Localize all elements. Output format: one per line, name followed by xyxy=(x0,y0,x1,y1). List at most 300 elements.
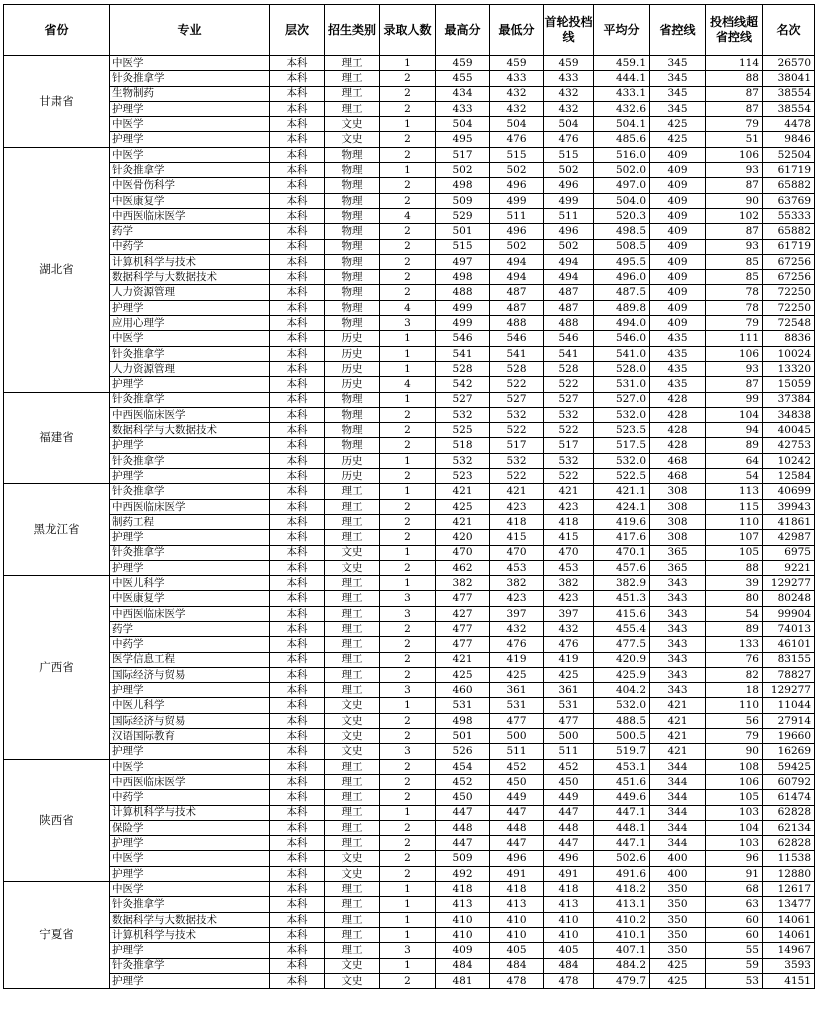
level-cell: 本科 xyxy=(270,132,325,147)
rank-cell: 78827 xyxy=(763,667,815,682)
province-control-line-cell: 425 xyxy=(650,132,706,147)
admitted-count-cell: 3 xyxy=(380,744,436,759)
max-score-cell: 433 xyxy=(436,101,490,116)
first-round-line-cell: 423 xyxy=(544,499,594,514)
table-row xyxy=(4,851,815,866)
over-control-line-cell: 102 xyxy=(706,208,763,223)
rank-cell: 62828 xyxy=(763,836,815,851)
admitted-count-cell: 1 xyxy=(380,163,436,178)
max-score-cell: 418 xyxy=(436,882,490,897)
admitted-count-cell: 2 xyxy=(380,71,436,86)
column-header: 最高分 xyxy=(436,5,490,56)
major-cell: 应用心理学 xyxy=(110,316,270,331)
table-row xyxy=(4,208,815,223)
min-score-cell: 382 xyxy=(490,576,544,591)
rank-cell: 34838 xyxy=(763,407,815,422)
rank-cell: 38041 xyxy=(763,71,815,86)
admitted-count-cell: 1 xyxy=(380,927,436,942)
level-cell: 本科 xyxy=(270,423,325,438)
admitted-count-cell: 2 xyxy=(380,836,436,851)
header-row xyxy=(4,5,815,56)
major-cell: 中医骨伤科学 xyxy=(110,178,270,193)
province-control-line-cell: 344 xyxy=(650,790,706,805)
province-control-line-cell: 308 xyxy=(650,499,706,514)
rank-cell: 42753 xyxy=(763,438,815,453)
over-control-line-cell: 90 xyxy=(706,193,763,208)
province-control-line-cell: 344 xyxy=(650,836,706,851)
column-header: 录取人数 xyxy=(380,5,436,56)
admitted-count-cell: 2 xyxy=(380,224,436,239)
min-score-cell: 522 xyxy=(490,377,544,392)
admitted-count-cell: 4 xyxy=(380,377,436,392)
over-control-line-cell: 107 xyxy=(706,530,763,545)
rank-cell: 9846 xyxy=(763,132,815,147)
level-cell: 本科 xyxy=(270,316,325,331)
over-control-line-cell: 103 xyxy=(706,836,763,851)
table-row xyxy=(4,897,815,912)
admitted-count-cell: 2 xyxy=(380,86,436,101)
province-control-line-cell: 468 xyxy=(650,453,706,468)
table-row xyxy=(4,774,815,789)
rank-cell: 12617 xyxy=(763,882,815,897)
table-row xyxy=(4,101,815,116)
max-score-cell: 410 xyxy=(436,912,490,927)
major-cell: 针灸推拿学 xyxy=(110,453,270,468)
average-score-cell: 487.5 xyxy=(594,285,650,300)
average-score-cell: 459.1 xyxy=(594,56,650,71)
category-cell: 物理 xyxy=(325,285,380,300)
major-cell: 中医学 xyxy=(110,759,270,774)
table-row xyxy=(4,71,815,86)
max-score-cell: 452 xyxy=(436,774,490,789)
province-control-line-cell: 344 xyxy=(650,820,706,835)
average-score-cell: 523.5 xyxy=(594,423,650,438)
province-control-line-cell: 343 xyxy=(650,667,706,682)
min-score-cell: 476 xyxy=(490,132,544,147)
over-control-line-cell: 60 xyxy=(706,927,763,942)
table-row xyxy=(4,530,815,545)
level-cell: 本科 xyxy=(270,469,325,484)
over-control-line-cell: 87 xyxy=(706,178,763,193)
min-score-cell: 517 xyxy=(490,438,544,453)
average-score-cell: 495.5 xyxy=(594,254,650,269)
first-round-line-cell: 511 xyxy=(544,208,594,223)
max-score-cell: 546 xyxy=(436,331,490,346)
level-cell: 本科 xyxy=(270,560,325,575)
table-row xyxy=(4,346,815,361)
province-control-line-cell: 344 xyxy=(650,774,706,789)
province-control-line-cell: 400 xyxy=(650,866,706,881)
over-control-line-cell: 79 xyxy=(706,117,763,132)
level-cell: 本科 xyxy=(270,897,325,912)
level-cell: 本科 xyxy=(270,805,325,820)
average-score-cell: 528.0 xyxy=(594,361,650,376)
category-cell: 历史 xyxy=(325,469,380,484)
column-header: 名次 xyxy=(763,5,815,56)
table-row xyxy=(4,560,815,575)
min-score-cell: 433 xyxy=(490,71,544,86)
admitted-count-cell: 4 xyxy=(380,208,436,223)
max-score-cell: 477 xyxy=(436,591,490,606)
province-control-line-cell: 421 xyxy=(650,698,706,713)
max-score-cell: 455 xyxy=(436,71,490,86)
rank-cell: 6975 xyxy=(763,545,815,560)
first-round-line-cell: 421 xyxy=(544,484,594,499)
first-round-line-cell: 405 xyxy=(544,943,594,958)
province-cell: 宁夏省 xyxy=(4,882,110,989)
over-control-line-cell: 99 xyxy=(706,392,763,407)
category-cell: 物理 xyxy=(325,438,380,453)
max-score-cell: 499 xyxy=(436,300,490,315)
admitted-count-cell: 2 xyxy=(380,499,436,514)
first-round-line-cell: 488 xyxy=(544,316,594,331)
average-score-cell: 404.2 xyxy=(594,683,650,698)
admitted-count-cell: 2 xyxy=(380,270,436,285)
min-score-cell: 504 xyxy=(490,117,544,132)
over-control-line-cell: 110 xyxy=(706,514,763,529)
first-round-line-cell: 531 xyxy=(544,698,594,713)
major-cell: 生物制药 xyxy=(110,86,270,101)
level-cell: 本科 xyxy=(270,484,325,499)
min-score-cell: 410 xyxy=(490,912,544,927)
over-control-line-cell: 63 xyxy=(706,897,763,912)
admitted-count-cell: 4 xyxy=(380,300,436,315)
over-control-line-cell: 80 xyxy=(706,591,763,606)
min-score-cell: 494 xyxy=(490,254,544,269)
over-control-line-cell: 39 xyxy=(706,576,763,591)
table-row xyxy=(4,423,815,438)
average-score-cell: 433.1 xyxy=(594,86,650,101)
first-round-line-cell: 448 xyxy=(544,820,594,835)
average-score-cell: 532.0 xyxy=(594,453,650,468)
first-round-line-cell: 449 xyxy=(544,790,594,805)
category-cell: 文史 xyxy=(325,713,380,728)
min-score-cell: 449 xyxy=(490,790,544,805)
category-cell: 理工 xyxy=(325,101,380,116)
max-score-cell: 450 xyxy=(436,790,490,805)
major-cell: 中医学 xyxy=(110,331,270,346)
admitted-count-cell: 1 xyxy=(380,698,436,713)
province-control-line-cell: 428 xyxy=(650,407,706,422)
over-control-line-cell: 82 xyxy=(706,667,763,682)
rank-cell: 27914 xyxy=(763,713,815,728)
min-score-cell: 500 xyxy=(490,729,544,744)
major-cell: 针灸推拿学 xyxy=(110,484,270,499)
average-score-cell: 500.5 xyxy=(594,729,650,744)
level-cell: 本科 xyxy=(270,759,325,774)
max-score-cell: 492 xyxy=(436,866,490,881)
major-cell: 中西医临床医学 xyxy=(110,208,270,223)
major-cell: 制药工程 xyxy=(110,514,270,529)
min-score-cell: 423 xyxy=(490,591,544,606)
max-score-cell: 382 xyxy=(436,576,490,591)
column-header: 专业 xyxy=(110,5,270,56)
over-control-line-cell: 78 xyxy=(706,285,763,300)
province-control-line-cell: 409 xyxy=(650,300,706,315)
level-cell: 本科 xyxy=(270,621,325,636)
min-score-cell: 531 xyxy=(490,698,544,713)
province-cell: 广西省 xyxy=(4,576,110,760)
category-cell: 理工 xyxy=(325,499,380,514)
table-row xyxy=(4,117,815,132)
category-cell: 理工 xyxy=(325,514,380,529)
table-row xyxy=(4,545,815,560)
province-control-line-cell: 308 xyxy=(650,514,706,529)
over-control-line-cell: 79 xyxy=(706,729,763,744)
table-row xyxy=(4,836,815,851)
table-row xyxy=(4,820,815,835)
max-score-cell: 517 xyxy=(436,147,490,162)
over-control-line-cell: 105 xyxy=(706,790,763,805)
over-control-line-cell: 91 xyxy=(706,866,763,881)
major-cell: 护理学 xyxy=(110,101,270,116)
max-score-cell: 447 xyxy=(436,836,490,851)
major-cell: 中西医临床医学 xyxy=(110,774,270,789)
table-row xyxy=(4,331,815,346)
max-score-cell: 509 xyxy=(436,193,490,208)
province-control-line-cell: 409 xyxy=(650,208,706,223)
admitted-count-cell: 2 xyxy=(380,423,436,438)
rank-cell: 40699 xyxy=(763,484,815,499)
min-score-cell: 502 xyxy=(490,163,544,178)
admitted-count-cell: 2 xyxy=(380,652,436,667)
average-score-cell: 407.1 xyxy=(594,943,650,958)
max-score-cell: 531 xyxy=(436,698,490,713)
province-control-line-cell: 421 xyxy=(650,729,706,744)
province-control-line-cell: 343 xyxy=(650,606,706,621)
level-cell: 本科 xyxy=(270,591,325,606)
first-round-line-cell: 522 xyxy=(544,423,594,438)
max-score-cell: 501 xyxy=(436,224,490,239)
first-round-line-cell: 423 xyxy=(544,591,594,606)
rank-cell: 80248 xyxy=(763,591,815,606)
major-cell: 中医康复学 xyxy=(110,193,270,208)
table-body xyxy=(4,56,815,989)
rank-cell: 10242 xyxy=(763,453,815,468)
province-cell: 湖北省 xyxy=(4,147,110,392)
max-score-cell: 541 xyxy=(436,346,490,361)
first-round-line-cell: 491 xyxy=(544,866,594,881)
major-cell: 护理学 xyxy=(110,560,270,575)
category-cell: 物理 xyxy=(325,224,380,239)
table-row xyxy=(4,927,815,942)
category-cell: 物理 xyxy=(325,300,380,315)
major-cell: 针灸推拿学 xyxy=(110,958,270,973)
province-control-line-cell: 343 xyxy=(650,621,706,636)
max-score-cell: 527 xyxy=(436,392,490,407)
over-control-line-cell: 111 xyxy=(706,331,763,346)
category-cell: 理工 xyxy=(325,927,380,942)
major-cell: 药学 xyxy=(110,621,270,636)
province-control-line-cell: 435 xyxy=(650,346,706,361)
rank-cell: 14061 xyxy=(763,912,815,927)
max-score-cell: 518 xyxy=(436,438,490,453)
major-cell: 人力资源管理 xyxy=(110,361,270,376)
level-cell: 本科 xyxy=(270,361,325,376)
average-score-cell: 449.6 xyxy=(594,790,650,805)
min-score-cell: 423 xyxy=(490,499,544,514)
average-score-cell: 504.1 xyxy=(594,117,650,132)
province-control-line-cell: 409 xyxy=(650,163,706,178)
min-score-cell: 511 xyxy=(490,744,544,759)
level-cell: 本科 xyxy=(270,637,325,652)
rank-cell: 10024 xyxy=(763,346,815,361)
average-score-cell: 420.9 xyxy=(594,652,650,667)
over-control-line-cell: 53 xyxy=(706,973,763,988)
max-score-cell: 409 xyxy=(436,943,490,958)
over-control-line-cell: 133 xyxy=(706,637,763,652)
min-score-cell: 452 xyxy=(490,759,544,774)
column-header: 省控线 xyxy=(650,5,706,56)
min-score-cell: 532 xyxy=(490,407,544,422)
province-control-line-cell: 308 xyxy=(650,530,706,545)
table-row xyxy=(4,484,815,499)
province-control-line-cell: 345 xyxy=(650,56,706,71)
first-round-line-cell: 484 xyxy=(544,958,594,973)
first-round-line-cell: 361 xyxy=(544,683,594,698)
rank-cell: 42987 xyxy=(763,530,815,545)
max-score-cell: 459 xyxy=(436,56,490,71)
table-row xyxy=(4,790,815,805)
admitted-count-cell: 2 xyxy=(380,621,436,636)
max-score-cell: 477 xyxy=(436,637,490,652)
category-cell: 文史 xyxy=(325,973,380,988)
level-cell: 本科 xyxy=(270,438,325,453)
admitted-count-cell: 2 xyxy=(380,973,436,988)
province-control-line-cell: 350 xyxy=(650,897,706,912)
over-control-line-cell: 89 xyxy=(706,438,763,453)
rank-cell: 52504 xyxy=(763,147,815,162)
province-control-line-cell: 343 xyxy=(650,683,706,698)
table-row xyxy=(4,958,815,973)
min-score-cell: 527 xyxy=(490,392,544,407)
first-round-line-cell: 410 xyxy=(544,927,594,942)
rank-cell: 129277 xyxy=(763,683,815,698)
category-cell: 文史 xyxy=(325,866,380,881)
rank-cell: 26570 xyxy=(763,56,815,71)
first-round-line-cell: 517 xyxy=(544,438,594,453)
column-header: 首轮投档线 xyxy=(544,5,594,56)
admitted-count-cell: 1 xyxy=(380,545,436,560)
over-control-line-cell: 56 xyxy=(706,713,763,728)
category-cell: 理工 xyxy=(325,882,380,897)
major-cell: 护理学 xyxy=(110,836,270,851)
category-cell: 物理 xyxy=(325,178,380,193)
min-score-cell: 477 xyxy=(490,713,544,728)
category-cell: 理工 xyxy=(325,484,380,499)
first-round-line-cell: 504 xyxy=(544,117,594,132)
average-score-cell: 489.8 xyxy=(594,300,650,315)
average-score-cell: 418.2 xyxy=(594,882,650,897)
min-score-cell: 418 xyxy=(490,514,544,529)
level-cell: 本科 xyxy=(270,774,325,789)
average-score-cell: 496.0 xyxy=(594,270,650,285)
rank-cell: 67256 xyxy=(763,254,815,269)
rank-cell: 67256 xyxy=(763,270,815,285)
over-control-line-cell: 54 xyxy=(706,606,763,621)
province-cell: 黑龙江省 xyxy=(4,484,110,576)
category-cell: 物理 xyxy=(325,316,380,331)
level-cell: 本科 xyxy=(270,71,325,86)
major-cell: 数据科学与大数据技术 xyxy=(110,270,270,285)
max-score-cell: 532 xyxy=(436,453,490,468)
first-round-line-cell: 499 xyxy=(544,193,594,208)
rank-cell: 19660 xyxy=(763,729,815,744)
rank-cell: 62828 xyxy=(763,805,815,820)
admitted-count-cell: 3 xyxy=(380,683,436,698)
first-round-line-cell: 515 xyxy=(544,147,594,162)
average-score-cell: 410.2 xyxy=(594,912,650,927)
average-score-cell: 498.5 xyxy=(594,224,650,239)
admitted-count-cell: 2 xyxy=(380,759,436,774)
province-cell: 甘肃省 xyxy=(4,56,110,148)
over-control-line-cell: 85 xyxy=(706,254,763,269)
level-cell: 本科 xyxy=(270,453,325,468)
level-cell: 本科 xyxy=(270,407,325,422)
major-cell: 汉语国际教育 xyxy=(110,729,270,744)
average-score-cell: 541.0 xyxy=(594,346,650,361)
first-round-line-cell: 532 xyxy=(544,453,594,468)
admitted-count-cell: 2 xyxy=(380,438,436,453)
average-score-cell: 517.5 xyxy=(594,438,650,453)
level-cell: 本科 xyxy=(270,377,325,392)
category-cell: 物理 xyxy=(325,239,380,254)
major-cell: 中药学 xyxy=(110,239,270,254)
province-control-line-cell: 365 xyxy=(650,545,706,560)
province-control-line-cell: 409 xyxy=(650,239,706,254)
over-control-line-cell: 88 xyxy=(706,71,763,86)
province-control-line-cell: 435 xyxy=(650,361,706,376)
min-score-cell: 491 xyxy=(490,866,544,881)
min-score-cell: 476 xyxy=(490,637,544,652)
province-control-line-cell: 421 xyxy=(650,713,706,728)
admission-table-container xyxy=(3,4,815,989)
level-cell: 本科 xyxy=(270,178,325,193)
max-score-cell: 502 xyxy=(436,163,490,178)
first-round-line-cell: 522 xyxy=(544,377,594,392)
level-cell: 本科 xyxy=(270,147,325,162)
first-round-line-cell: 487 xyxy=(544,300,594,315)
category-cell: 物理 xyxy=(325,392,380,407)
major-cell: 医学信息工程 xyxy=(110,652,270,667)
level-cell: 本科 xyxy=(270,56,325,71)
table-row xyxy=(4,729,815,744)
min-score-cell: 546 xyxy=(490,331,544,346)
level-cell: 本科 xyxy=(270,912,325,927)
rank-cell: 59425 xyxy=(763,759,815,774)
min-score-cell: 361 xyxy=(490,683,544,698)
average-score-cell: 520.3 xyxy=(594,208,650,223)
admitted-count-cell: 2 xyxy=(380,193,436,208)
table-row xyxy=(4,300,815,315)
min-score-cell: 450 xyxy=(490,774,544,789)
level-cell: 本科 xyxy=(270,606,325,621)
level-cell: 本科 xyxy=(270,331,325,346)
column-header: 投档线超省控线 xyxy=(706,5,763,56)
over-control-line-cell: 106 xyxy=(706,774,763,789)
category-cell: 文史 xyxy=(325,698,380,713)
over-control-line-cell: 93 xyxy=(706,361,763,376)
max-score-cell: 421 xyxy=(436,484,490,499)
admitted-count-cell: 2 xyxy=(380,713,436,728)
over-control-line-cell: 103 xyxy=(706,805,763,820)
min-score-cell: 405 xyxy=(490,943,544,958)
table-row xyxy=(4,377,815,392)
table-row xyxy=(4,224,815,239)
min-score-cell: 532 xyxy=(490,453,544,468)
column-header: 平均分 xyxy=(594,5,650,56)
over-control-line-cell: 110 xyxy=(706,698,763,713)
